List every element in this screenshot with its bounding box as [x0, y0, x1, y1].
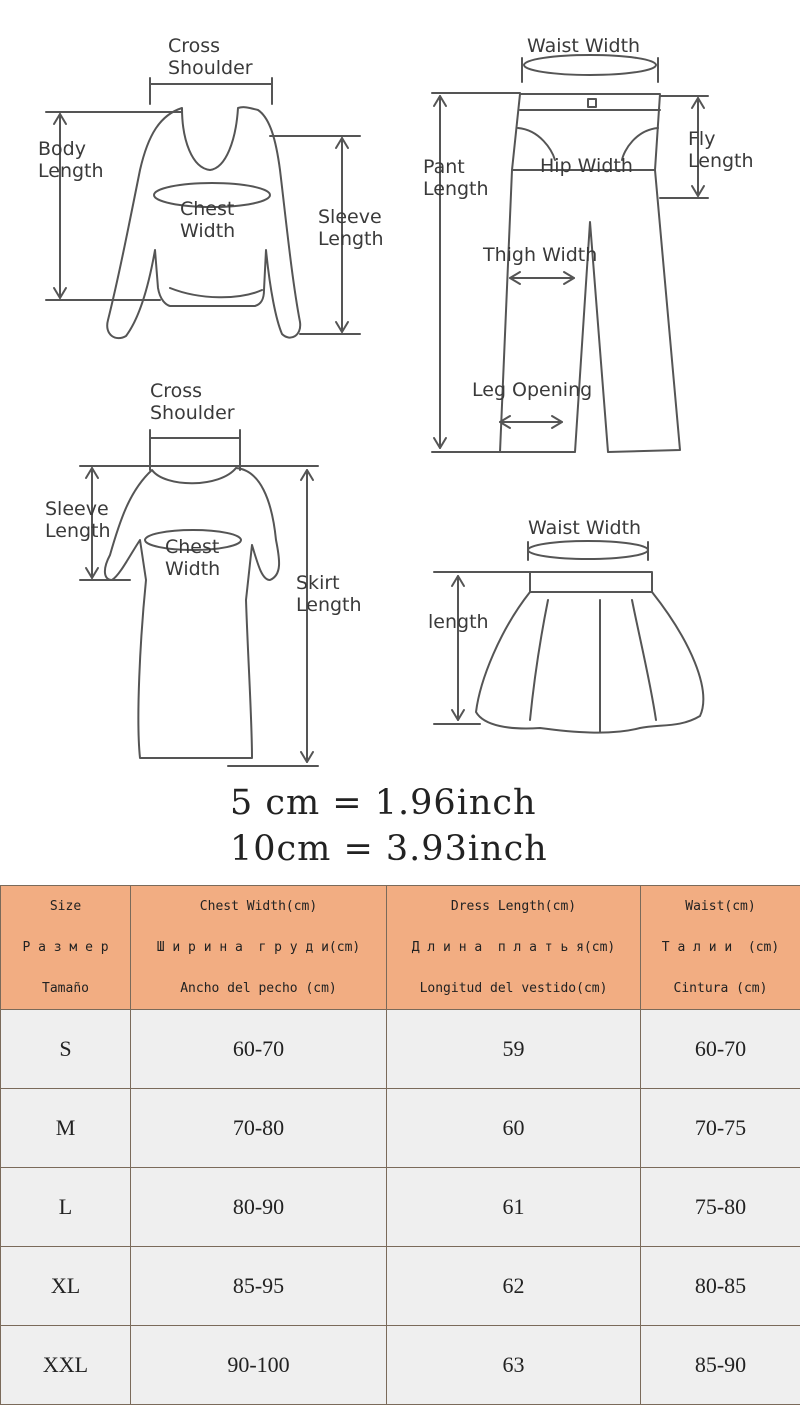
header-en: Chest Width(cm): [131, 886, 386, 927]
top-chest-width-label: Chest Width: [180, 198, 235, 242]
cell-waist: 60-70: [641, 1010, 800, 1089]
header-ru: Р а з м е р: [1, 927, 130, 968]
header-en: Waist(cm): [641, 886, 800, 927]
body-length-label: Body Length: [38, 138, 104, 182]
cell-chest-width: 90-100: [131, 1326, 387, 1405]
conversion-line-2: 10cm = 3.93inch: [230, 829, 548, 869]
header-size: [1, 886, 131, 1010]
cell-dress-length: 63: [387, 1326, 641, 1405]
cell-waist: 70-75: [641, 1089, 800, 1168]
table-header-row: [1, 886, 800, 1010]
cell-chest-width: 80-90: [131, 1168, 387, 1247]
header-es: Cintura (cm): [641, 968, 800, 1009]
table-row: [1, 1326, 800, 1405]
skirt-waist-width-label: Waist Width: [528, 517, 641, 539]
conversion-line-1: 5 cm = 1.96inch: [230, 783, 537, 823]
header-es: Tamaño: [1, 968, 130, 1009]
header-ru: Т а л и и (cm): [641, 927, 800, 968]
cell-waist: 80-85: [641, 1247, 800, 1326]
dress-illustration: [80, 430, 318, 766]
header-waist: [641, 886, 800, 1010]
cell-waist: 75-80: [641, 1168, 800, 1247]
top-sleeve-length-label: Sleeve Length: [318, 206, 384, 250]
cell-chest-width: 60-70: [131, 1010, 387, 1089]
cell-chest-width: 70-80: [131, 1089, 387, 1168]
header-en: Dress Length(cm): [387, 886, 640, 927]
fly-length-label: Fly Length: [688, 128, 754, 172]
pant-length-label: Pant Length: [423, 156, 489, 200]
cell-size: L: [1, 1168, 131, 1247]
header-es: Ancho del pecho (cm): [131, 968, 386, 1009]
cell-dress-length: 62: [387, 1247, 641, 1326]
thigh-width-label: Thigh Width: [483, 244, 597, 266]
cell-size: S: [1, 1010, 131, 1089]
cell-chest-width: 85-95: [131, 1247, 387, 1326]
skirt-illustration: [434, 541, 703, 733]
hip-width-label: Hip Width: [540, 155, 633, 177]
header-ru: Ш и р и н а г р у д и(cm): [131, 927, 386, 968]
table-row: [1, 1168, 800, 1247]
header-chest-width: [131, 886, 387, 1010]
dress-sleeve-length-label: Sleeve Length: [45, 498, 111, 542]
cell-dress-length: 61: [387, 1168, 641, 1247]
header-dress-length: [387, 886, 641, 1010]
skirt-length-short-label: length: [428, 611, 489, 633]
table-row: [1, 1247, 800, 1326]
dress-cross-shoulder-label: Cross Shoulder: [150, 380, 235, 424]
leg-opening-label: Leg Opening: [472, 379, 592, 401]
cell-size: M: [1, 1089, 131, 1168]
top-cross-shoulder-label: Cross Shoulder: [168, 35, 253, 79]
header-ru: Д л и н а п л а т ь я(cm): [387, 927, 640, 968]
skirt-length-label: Skirt Length: [296, 572, 362, 616]
cell-size: XXL: [1, 1326, 131, 1405]
pants-waist-width-label: Waist Width: [527, 35, 640, 57]
cell-dress-length: 59: [387, 1010, 641, 1089]
table-row: [1, 1010, 800, 1089]
cell-waist: 85-90: [641, 1326, 800, 1405]
cell-dress-length: 60: [387, 1089, 641, 1168]
size-chart-table: [0, 885, 800, 1405]
header-en: Size: [1, 886, 130, 927]
table-row: [1, 1089, 800, 1168]
cell-size: XL: [1, 1247, 131, 1326]
dress-chest-width-label: Chest Width: [165, 536, 220, 580]
header-es: Longitud del vestido(cm): [387, 968, 640, 1009]
